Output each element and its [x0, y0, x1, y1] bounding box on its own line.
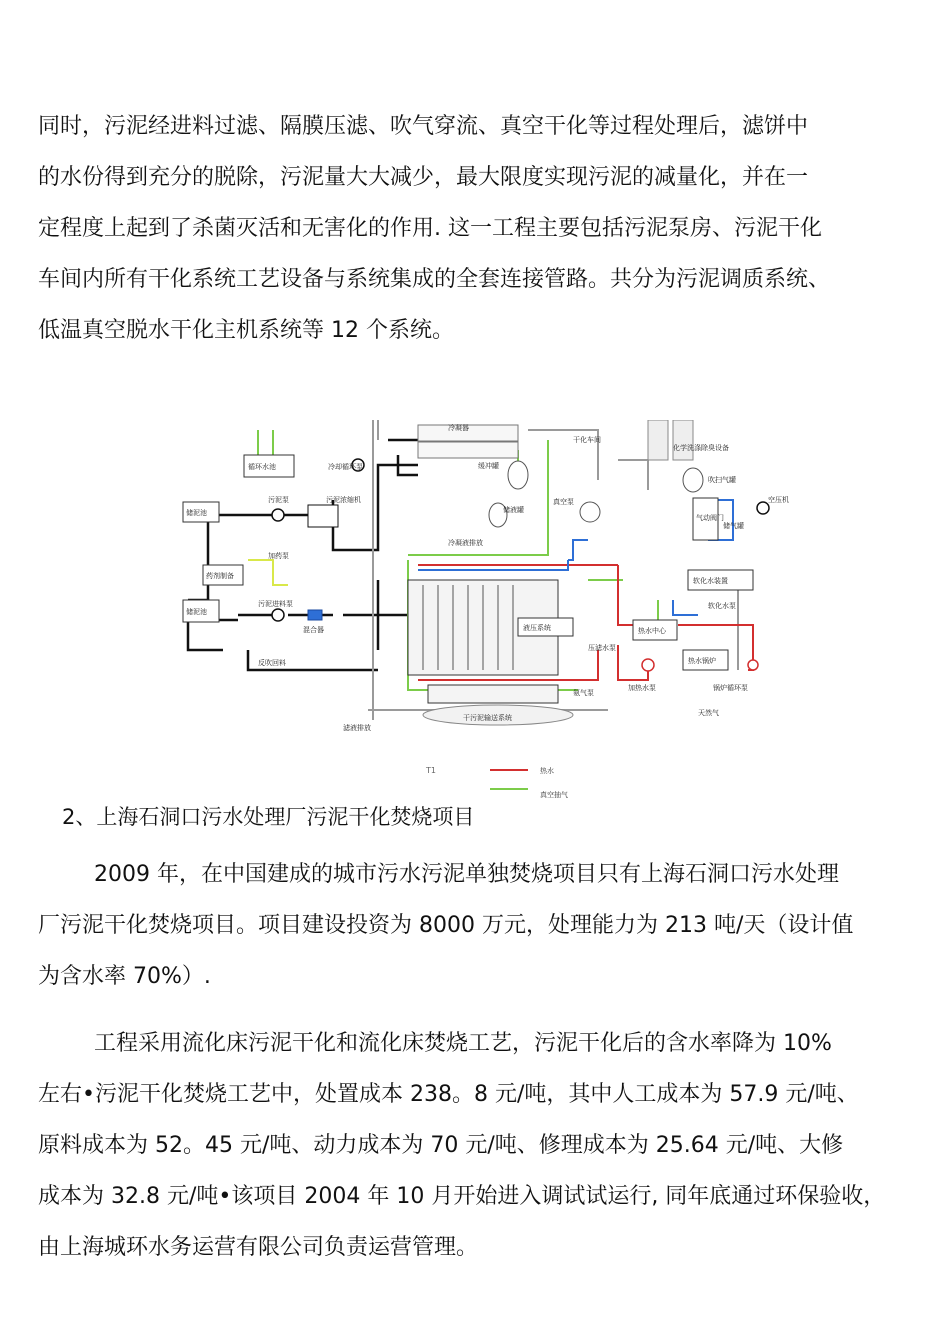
label-circ-pool: 循环水池: [248, 463, 276, 471]
deodor-tower: [648, 420, 668, 460]
label-mixer: 混合器: [303, 626, 324, 634]
text-line: 厂污泥干化焚烧项目。项目建设投资为 8000 万元，处理能力为 213 吨/天（设计值: [38, 913, 854, 938]
label-chemical-prep: 药剂制备: [206, 572, 234, 580]
label-blow-tank: 吹扫气罐: [708, 476, 736, 484]
label-condensate-drain: 冷凝液排放: [448, 539, 483, 547]
label-feed-pump: 污泥进料泵: [258, 600, 293, 608]
label-hot-center: 热水中心: [638, 627, 666, 635]
label-chem-deodor: 化学洗涤除臭设备: [673, 444, 729, 452]
label-drying-workshop: 干化车间: [573, 436, 601, 444]
sludge-pipes: [188, 440, 423, 670]
label-dry-conveyor: 干污泥输送系统: [463, 714, 512, 722]
text-line: 为含水率 70%）.: [38, 964, 211, 989]
label-vacuum-pump: 真空泵: [553, 498, 574, 506]
label-soft-pump: 软化水泵: [708, 602, 736, 610]
thickener: [308, 505, 338, 527]
label-condenser: 冷凝器: [448, 424, 469, 432]
text-line: 低温真空脱水干化主机系统等 12 个系统。: [38, 318, 454, 343]
label-boiler: 热水锅炉: [688, 657, 716, 665]
label-pneumatic-valve: 气动阀门: [696, 514, 724, 522]
text-line: 定程度上起到了杀菌灭活和无害化的作用. 这一工程主要包括污泥泵房、污泥干化: [38, 216, 822, 241]
label-press-pump: 压滤水泵: [588, 644, 616, 652]
label-heat-pump: 加热水泵: [628, 684, 656, 692]
text-line: 原料成本为 52。45 元/吨、动力成本为 70 元/吨、修理成本为 25.64 元/吨、大修: [38, 1133, 844, 1158]
process-flow-diagram: [178, 420, 798, 780]
label-sludge-pool-1: 储泥池: [186, 509, 207, 517]
label-sludge-pump: 污泥泵: [268, 496, 289, 504]
legend-hot-water: 热水: [540, 767, 554, 775]
blow-tank: [683, 468, 703, 492]
paragraph-2: [38, 849, 914, 1002]
legend-vacuum-air: 真空抽气: [540, 791, 568, 799]
label-hydraulic: 液压系统: [523, 624, 551, 632]
paragraph-3: [38, 1018, 914, 1273]
label-buffer-tank: 缓冲罐: [478, 462, 499, 470]
buffer-tank: [508, 461, 528, 489]
section-heading: 2、上海石洞口污水处理厂污泥干化焚烧项目: [62, 805, 475, 829]
diagram-legend: [425, 766, 554, 780]
label-boiler-pump: 锅炉循环泵: [713, 684, 748, 692]
label-cooling-pump: 冷却循环泵: [328, 463, 363, 471]
label-dosing-pump: 加药泵: [268, 552, 289, 560]
label-filtrate-drain: 滤液排放: [343, 724, 371, 732]
label-sludge-pool-2: 储泥池: [186, 608, 207, 616]
mixer: [308, 610, 322, 620]
text-line: 同时，污泥经进料过滤、隔膜压滤、吹气穿流、真空干化等过程处理后，滤饼中: [38, 114, 809, 139]
text-line: 2009 年，在中国建成的城市污水污泥单独焚烧项目只有上海石洞口污水处理: [94, 862, 839, 887]
intro-paragraph: [38, 101, 914, 356]
label-storage-tank: 储液罐: [503, 506, 524, 514]
text-line: 左右•污泥干化焚烧工艺中，处置成本 238。8 元/吨，其中人工成本为 57.9 元/吨、: [38, 1082, 859, 1107]
legend-marker: T1: [426, 766, 436, 775]
text-line: 工程采用流化床污泥干化和流化床焚烧工艺，污泥干化后的含水率降为 10%: [94, 1031, 832, 1056]
label-ammonia-pump: 氨气泵: [573, 689, 594, 697]
label-backflush: 反吹回料: [258, 659, 286, 667]
label-softener: 软化水装置: [693, 577, 728, 585]
label-natural-gas: 天然气: [698, 709, 719, 717]
dosing-pipe: [248, 560, 288, 585]
label-storage-gas: 储气罐: [723, 522, 744, 530]
label-air-compressor: 空压机: [768, 496, 789, 504]
label-thickener: 污泥浓缩机: [326, 496, 361, 504]
text-line: 车间内所有干化系统工艺设备与系统集成的全套连接管路。共分为污泥调质系统、: [38, 267, 831, 292]
text-line: 由上海城环水务运营有限公司负责运营管理。: [38, 1235, 479, 1260]
text-line: 成本为 32.8 元/吨•该项目 2004 年 10 月开始进入调试试运行, 同年底通过环保验收，: [38, 1184, 886, 1209]
text-line: 的水份得到充分的脱除，污泥量大大减少，最大限度实现污泥的减量化，并在一: [38, 165, 809, 190]
vacuum-pump: [580, 502, 600, 522]
